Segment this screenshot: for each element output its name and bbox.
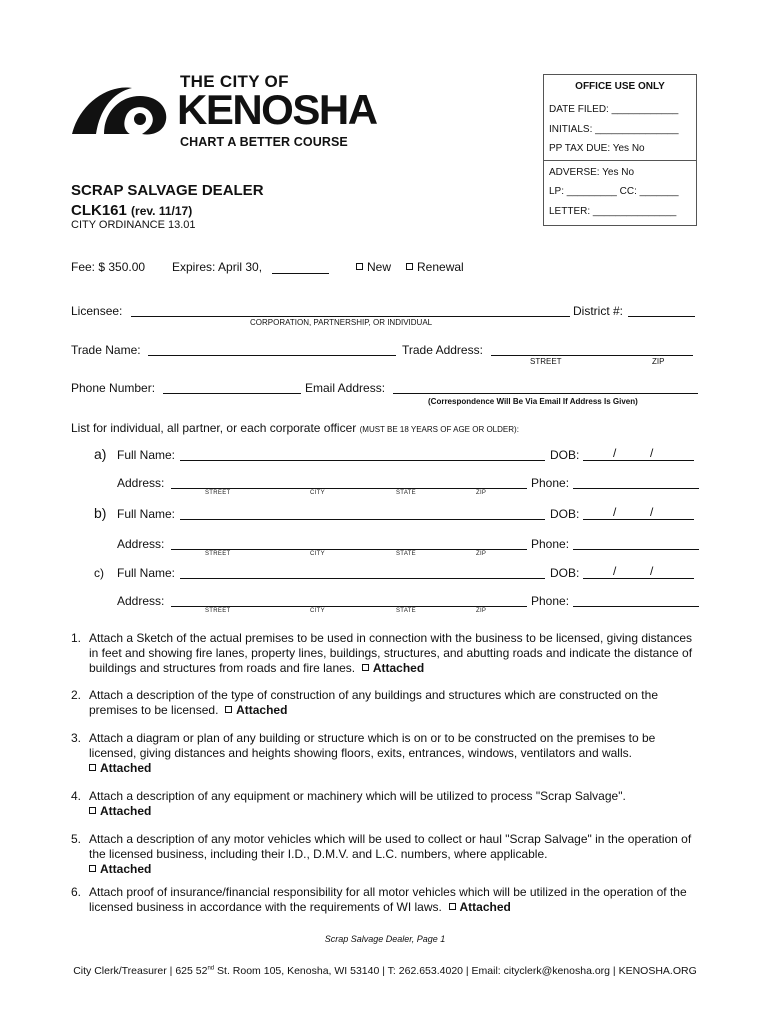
requirement-item [71, 688, 696, 718]
attached-option[interactable] [89, 804, 151, 818]
attached-checkbox[interactable] [89, 865, 96, 872]
officer-a-dob-label: DOB: [550, 448, 580, 462]
form-title: SCRAP SALVAGE DEALER [71, 182, 264, 199]
form-code [71, 202, 192, 219]
officer-a-dob-field[interactable] [583, 460, 694, 461]
attached-label: Attached [459, 900, 511, 914]
officer-b-dob-field[interactable] [583, 519, 694, 520]
officer-b-address-field[interactable] [171, 549, 527, 550]
attached-checkbox[interactable] [225, 706, 232, 713]
renewal-label: Renewal [417, 260, 464, 274]
officer-a-phone-field[interactable] [573, 488, 699, 489]
fee-label: Fee: $ 350.00 [71, 260, 146, 274]
officer-c-state-sublabel: STATE [396, 608, 416, 614]
officer-b-dob-sep2: / [650, 505, 654, 519]
requirement-item [71, 731, 696, 776]
officer-b-city-sublabel: CITY [310, 551, 325, 557]
office-letter: LETTER: _______________ [549, 206, 677, 217]
attached-option[interactable] [362, 661, 424, 675]
officer-c-name-field[interactable] [180, 578, 545, 579]
officer-b-zip-sublabel: ZIP [476, 551, 487, 557]
officer-c-phone-field[interactable] [573, 606, 699, 607]
requirement-item [71, 832, 696, 877]
officer-a-dob-sep2: / [650, 446, 654, 460]
officer-a-phone-label: Phone: [531, 476, 570, 490]
requirement-text: Attach a description of any motor vehicles which will be used to collect or haul "Scrap Salvage" in the operation of the licensed business, including their I.D., D.M.V. and L.C. numbers, where applicable. [89, 832, 692, 861]
officer-c-address-field[interactable] [171, 606, 527, 607]
officers-intro [71, 421, 519, 435]
requirement-number: 5. [71, 832, 82, 846]
officer-a-name-field[interactable] [180, 460, 545, 461]
expires-year-field[interactable] [272, 273, 329, 274]
requirement-number: 3. [71, 731, 82, 745]
trade-name-field[interactable] [148, 355, 396, 356]
renewal-option[interactable] [406, 260, 464, 274]
requirement-text-wrap [89, 885, 696, 915]
city-logo-swirl [70, 82, 170, 138]
attached-label: Attached [100, 862, 152, 876]
attached-checkbox[interactable] [449, 903, 456, 910]
requirement-text: Attach a description of the type of construction of any buildings and structures which are constructed on the premises to be licensed. [89, 688, 658, 717]
officer-a-address-field[interactable] [171, 488, 527, 489]
attached-label: Attached [236, 703, 288, 717]
expires-label: Expires: April 30, [172, 260, 263, 274]
officer-a-letter: a) [94, 446, 107, 462]
officer-c-letter: c) [94, 566, 104, 580]
requirement-text: Attach a description of any equipment or machinery which will be utilized to process "Scrap Salvage". [89, 789, 626, 803]
requirement-text-wrap [89, 631, 696, 676]
office-adverse: ADVERSE: Yes No [549, 167, 635, 178]
requirement-number: 4. [71, 789, 82, 803]
licensee-label: Licensee: [71, 304, 123, 318]
office-divider [544, 160, 696, 161]
requirement-item [71, 789, 696, 819]
logo-text-kenosha: KENOSHA [177, 86, 377, 133]
requirement-text: Attach proof of insurance/financial responsibility for all motor vehicles which will be utilized in the operation of the licensed business in accordance with the requirements of WI laws. [89, 885, 687, 914]
office-use-box [543, 74, 697, 226]
trade-zip-sublabel: ZIP [652, 357, 665, 366]
form-code-number: CLK161 [71, 202, 127, 219]
officer-c-name-label: Full Name: [117, 566, 176, 580]
attached-option[interactable] [225, 703, 287, 717]
requirement-text-wrap [89, 688, 696, 718]
footer-contact-line [0, 965, 770, 977]
requirement-text: Attach a Sketch of the actual premises to be used in connection with the business to be licensed, giving distances in feet and showing fire lanes, property lines, buildings, structures, and abutting roads and indicate the distance of buildings and structures from roads and fire lanes. [89, 631, 693, 675]
officer-c-street-sublabel: STREET [205, 608, 231, 614]
district-label: District #: [573, 304, 624, 318]
renewal-checkbox[interactable] [406, 263, 413, 270]
logo-tagline: CHART A BETTER COURSE [180, 135, 348, 149]
trade-name-label: Trade Name: [71, 343, 141, 357]
email-correspondence-note: (Correspondence Will Be Via Email If Address Is Given) [428, 397, 638, 406]
office-date-filed: DATE FILED: ____________ [549, 104, 679, 115]
officer-b-name-field[interactable] [180, 519, 545, 520]
trade-address-field[interactable] [491, 355, 693, 356]
officer-a-zip-sublabel: ZIP [476, 490, 487, 496]
officer-b-address-label: Address: [117, 537, 165, 551]
office-use-title: OFFICE USE ONLY [575, 81, 665, 92]
officers-age-note: (MUST BE 18 YEARS OF AGE OR OLDER): [359, 425, 519, 434]
officer-c-zip-sublabel: ZIP [476, 608, 487, 614]
email-address-field[interactable] [393, 393, 698, 394]
office-pp-tax-due: PP TAX DUE: Yes No [549, 143, 645, 154]
footer-address-part2: St. Room 105, Kenosha, WI 53140 | T: 262.653.4020 | Email: cityclerk@kenosha.org | KENOSHA.ORG [214, 965, 697, 977]
officer-a-state-sublabel: STATE [396, 490, 416, 496]
office-lp-cc: LP: _________ CC: _______ [549, 186, 679, 197]
footer-address-part1: City Clerk/Treasurer | 625 52 [73, 965, 208, 977]
officer-c-dob-field[interactable] [583, 578, 694, 579]
requirement-number: 6. [71, 885, 82, 899]
officer-b-dob-label: DOB: [550, 507, 580, 521]
officer-a-street-sublabel: STREET [205, 490, 231, 496]
officers-intro-text: List for individual, all partner, or each corporate officer [71, 421, 357, 435]
officer-c-address-label: Address: [117, 594, 165, 608]
attached-option[interactable] [89, 862, 151, 876]
officer-a-address-label: Address: [117, 476, 165, 490]
logo-text-the-city-of: THE CITY OF [180, 72, 289, 91]
phone-number-field[interactable] [163, 393, 301, 394]
attached-option[interactable] [449, 900, 511, 914]
new-checkbox[interactable] [356, 263, 363, 270]
requirement-text-wrap [89, 789, 696, 819]
officer-b-state-sublabel: STATE [396, 551, 416, 557]
attached-checkbox[interactable] [89, 764, 96, 771]
officer-c-city-sublabel: CITY [310, 608, 325, 614]
trade-address-label: Trade Address: [402, 343, 483, 357]
trade-street-sublabel: STREET [530, 357, 562, 366]
attached-checkbox[interactable] [362, 664, 369, 671]
licensee-field[interactable] [131, 316, 570, 317]
district-field[interactable] [628, 316, 695, 317]
officer-b-street-sublabel: STREET [205, 551, 231, 557]
attached-label: Attached [100, 804, 152, 818]
officer-a-city-sublabel: CITY [310, 490, 325, 496]
officer-a-dob-sep1: / [613, 446, 617, 460]
form-revision: (rev. 11/17) [131, 204, 193, 218]
officer-c-dob-sep2: / [650, 564, 654, 578]
requirement-number: 1. [71, 631, 82, 645]
officer-b-phone-label: Phone: [531, 537, 570, 551]
licensee-sublabel: CORPORATION, PARTNERSHIP, OR INDIVIDUAL [250, 318, 433, 327]
new-label: New [367, 260, 392, 274]
officer-c-dob-sep1: / [613, 564, 617, 578]
office-initials: INITIALS: _______________ [549, 124, 679, 135]
officer-b-phone-field[interactable] [573, 549, 699, 550]
requirement-item [71, 631, 696, 676]
requirement-text-wrap [89, 731, 696, 776]
attached-option[interactable] [89, 761, 151, 775]
page-footer-label: Scrap Salvage Dealer, Page 1 [324, 934, 446, 944]
attached-label: Attached [372, 661, 425, 675]
officer-c-phone-label: Phone: [531, 594, 570, 608]
new-option[interactable] [356, 260, 391, 274]
requirement-item [71, 885, 696, 915]
officer-b-name-label: Full Name: [117, 507, 176, 521]
requirement-text-wrap [89, 832, 696, 877]
attached-checkbox[interactable] [89, 807, 96, 814]
officer-b-letter: b) [94, 505, 107, 521]
officer-a-name-label: Full Name: [117, 448, 176, 462]
city-ordinance: CITY ORDINANCE 13.01 [71, 219, 196, 231]
phone-number-label: Phone Number: [71, 381, 156, 395]
officer-b-dob-sep1: / [613, 505, 617, 519]
officer-c-dob-label: DOB: [550, 566, 580, 580]
requirement-number: 2. [71, 688, 82, 702]
email-address-label: Email Address: [305, 381, 386, 395]
attached-label: Attached [100, 761, 152, 775]
footer-address-ordinal: nd [207, 965, 215, 972]
requirement-text: Attach a diagram or plan of any building or structure which is on or to be constructed on the premises to be licensed, giving distances and heights showing floors, exits, entrances, windows, ventilators and walls. [89, 731, 656, 760]
